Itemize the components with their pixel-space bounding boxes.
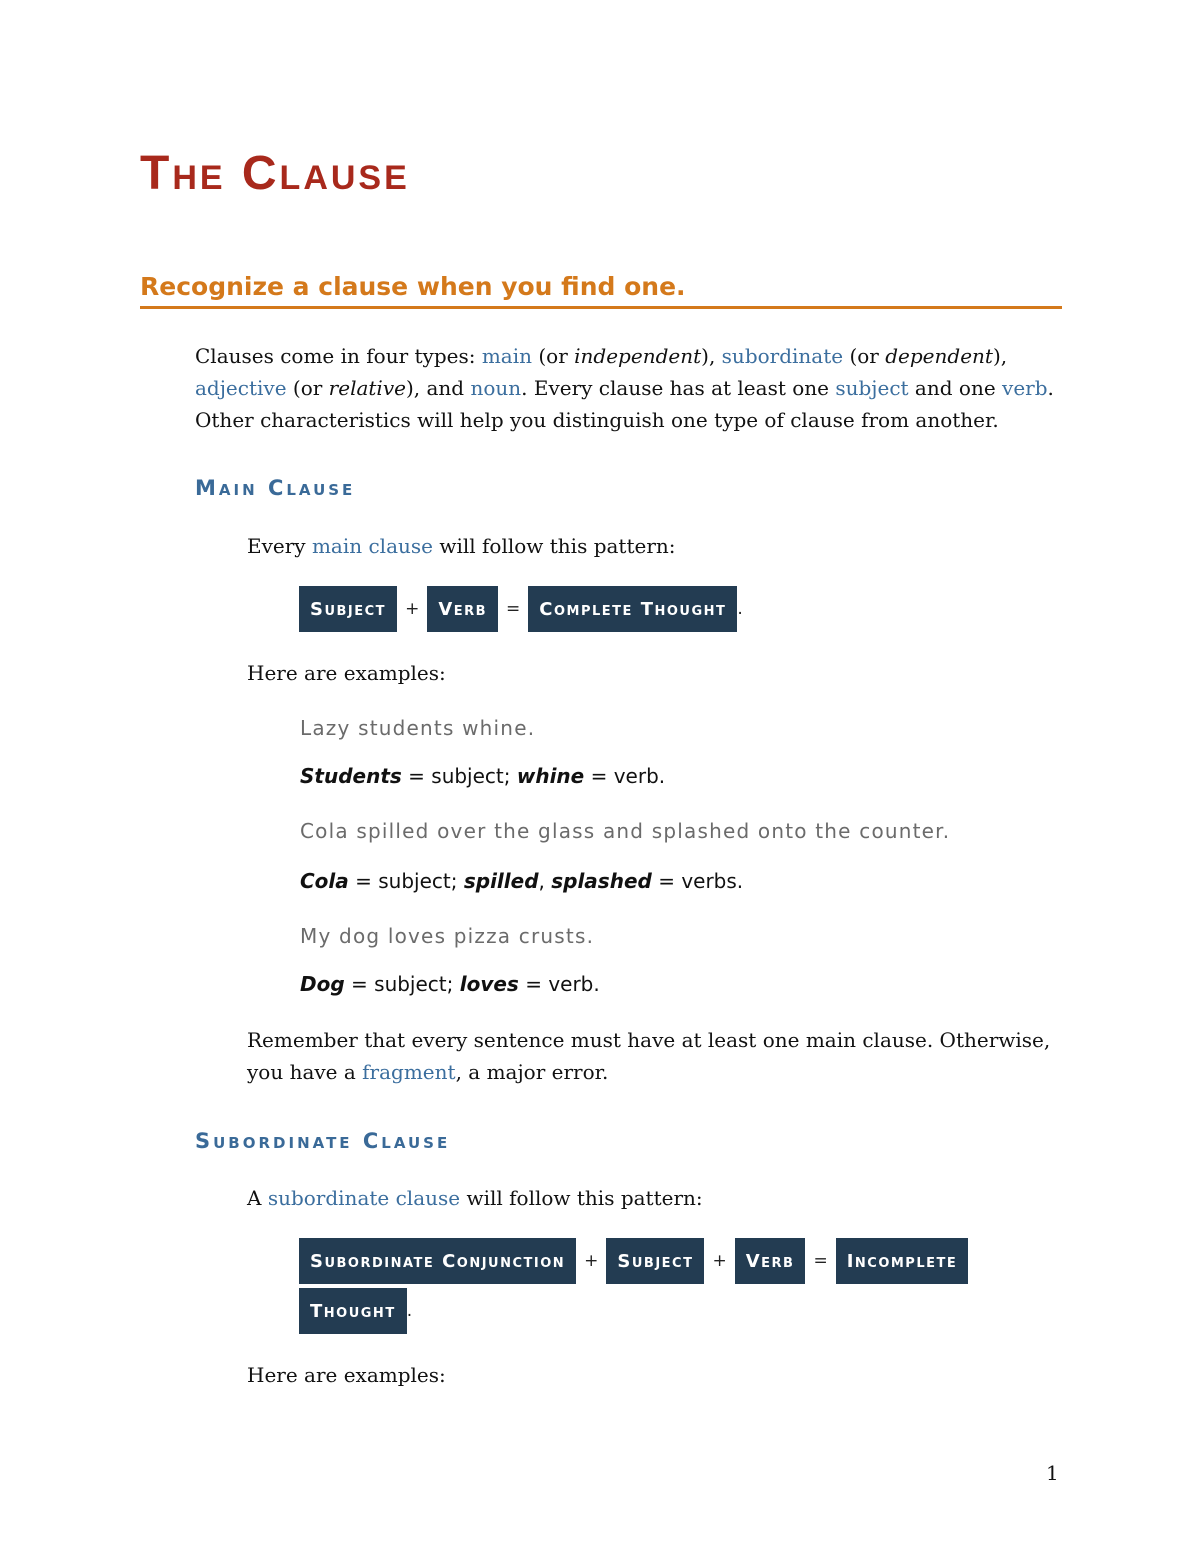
period: . [406,1301,413,1321]
remember-line-2 [247,1056,1050,1088]
remember-line-1: Remember that every sentence must have at least one main clause. Otherwise, [247,1028,1051,1052]
text: = verb. [584,764,666,788]
text: = verb. [518,972,600,996]
keyword-subordinate-clause[interactable]: subordinate clause [267,1186,461,1210]
text: = subject; [348,869,464,893]
term: spilled [463,869,539,893]
term-relative: relative [328,376,406,400]
examples-label-main: Here are examples: [247,661,446,685]
formula-box-subject: Subject [299,586,397,632]
plus-operator: + [712,1251,727,1271]
formula-box-complete-thought: Complete Thought [528,586,737,632]
text: (or [532,344,575,368]
keyword-adjective[interactable]: adjective [195,376,287,400]
keyword-main[interactable]: main [481,344,533,368]
example-sentence-1: Lazy students whine. [300,716,536,740]
text: . [1047,376,1054,400]
text: you have a [247,1060,363,1084]
text: ), [701,344,722,368]
example-sentence-3: My dog loves pizza crusts. [300,924,595,948]
keyword-verb[interactable]: verb [1002,376,1048,400]
main-clause-formula [299,586,743,632]
text: ), [992,344,1008,368]
text: Every [247,534,312,558]
example-analysis-3 [300,972,600,996]
examples-label-sub: Here are examples: [247,1363,446,1387]
text: (or [843,344,886,368]
term: Cola [300,869,349,893]
heading-subordinate-clause: Subordinate Clause [195,1129,451,1153]
page-title: The Clause [140,147,410,200]
intro-line-1 [195,340,1054,372]
term: loves [459,972,519,996]
text: and one [908,376,1003,400]
example-analysis-2 [300,869,743,893]
text: = subject; [344,972,460,996]
section-subtitle: Recognize a clause when you find one. [140,272,1062,309]
text: , a major error. [455,1060,609,1084]
heading-main-clause: Main Clause [195,476,356,500]
formula-box-thought: Thought [299,1288,407,1334]
keyword-subject[interactable]: subject [835,376,909,400]
text: = verbs. [651,869,744,893]
equals-operator: = [813,1251,828,1271]
keyword-subordinate[interactable]: subordinate [721,344,844,368]
term-independent: independent [574,344,702,368]
text: (or [286,376,329,400]
term: Dog [300,972,345,996]
remember-paragraph [247,1024,1050,1088]
page-number: 1 [1046,1461,1059,1485]
text: A [247,1186,268,1210]
formula-box-verb: Verb [735,1238,806,1284]
keyword-fragment[interactable]: fragment [362,1060,456,1084]
term-dependent: dependent [885,344,993,368]
sub-pattern-intro [247,1182,703,1214]
example-analysis-1 [300,764,665,788]
text: ), and [405,376,471,400]
keyword-main-clause[interactable]: main clause [311,534,433,558]
text: Clauses come in four types: [195,344,482,368]
subordinate-clause-formula [299,1238,968,1284]
plus-operator: + [405,599,420,619]
text: will follow this pattern: [460,1186,703,1210]
term: whine [516,764,585,788]
period: . [737,599,743,619]
formula-box-subject: Subject [606,1238,704,1284]
text: = subject; [401,764,517,788]
formula-box-verb: Verb [427,586,498,632]
intro-paragraph [195,340,1054,436]
intro-line-2 [195,372,1054,404]
text: , [538,869,552,893]
plus-operator: + [584,1251,599,1271]
text: will follow this pattern: [432,534,676,558]
subordinate-clause-formula-cont [299,1288,412,1334]
intro-line-3: Other characteristics will help you distinguish one type of clause from another. [195,408,999,432]
example-sentence-2: Cola spilled over the glass and splashed onto the counter. [300,819,951,843]
formula-box-incomplete: Incomplete [836,1238,969,1284]
text: . Every clause has at least one [521,376,836,400]
main-pattern-intro [247,530,676,562]
formula-box-subordinate-conjunction: Subordinate Conjunction [299,1238,576,1284]
equals-operator: = [506,599,521,619]
keyword-noun[interactable]: noun [470,376,522,400]
term: splashed [551,869,652,893]
term: Students [300,764,402,788]
